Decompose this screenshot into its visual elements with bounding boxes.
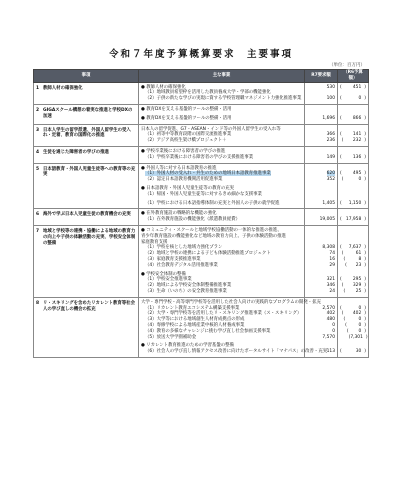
content-text: ● 教育DXを支える基盤的ツールの整備・活用 bbox=[141, 107, 232, 113]
category-number: 6 bbox=[36, 212, 40, 218]
content-cell bbox=[139, 209, 305, 226]
content-line bbox=[141, 289, 302, 295]
table-row bbox=[34, 226, 369, 298]
r7-value: 100 bbox=[326, 96, 335, 102]
r7-value: 74 bbox=[329, 251, 335, 257]
header-content: 主な事業 bbox=[139, 70, 305, 83]
table-row bbox=[34, 124, 369, 146]
content-text: ● 外国人等に対する日本語教育の推進 bbox=[141, 165, 217, 171]
r7-amount bbox=[307, 289, 335, 295]
content-text: ● 学校安全体制の整備 bbox=[141, 271, 186, 277]
content-text: ● コミュニティ・スクールと地域学校協働活動の一体的な推進の推進、 bbox=[141, 228, 282, 234]
category-wrap bbox=[36, 128, 136, 140]
content-text: （3）家庭教育支援推進事業 bbox=[145, 257, 201, 263]
r6-amount: ( 7,301 ) bbox=[340, 335, 366, 341]
category-label: 海外で学ぶ日本人児童生徒の教育機会の充実 bbox=[43, 212, 131, 218]
table-row bbox=[34, 147, 369, 164]
content-cell bbox=[139, 124, 305, 146]
category-cell bbox=[34, 105, 139, 125]
r6-amount: ( 30 ) bbox=[340, 349, 366, 355]
r7-value: 113 bbox=[326, 349, 335, 355]
category-cell bbox=[34, 124, 139, 146]
content-line bbox=[141, 138, 302, 144]
category-cell bbox=[34, 82, 139, 104]
content-text: （1）在外教育施設の機能強化（派遣教員経費） bbox=[145, 217, 240, 223]
content-cell bbox=[139, 105, 305, 125]
r7-value: 2,570 bbox=[322, 305, 335, 311]
r6-amount: ( 402 ) bbox=[340, 311, 366, 317]
category-cell bbox=[34, 297, 139, 357]
content-text: （1）地域教員希望枠を活用した教員養成大学・学部の機能強化 bbox=[145, 90, 271, 96]
content-line bbox=[141, 201, 302, 207]
category-cell bbox=[34, 226, 139, 298]
r7-value: 0 bbox=[332, 328, 335, 334]
r7-amount bbox=[307, 217, 335, 223]
r7-value: 8,308 bbox=[322, 245, 335, 251]
r7-value: 29 bbox=[329, 262, 335, 268]
category-wrap bbox=[36, 167, 136, 179]
content-text: （5）放送大学学園補助金 bbox=[145, 334, 197, 340]
content-text: （1）学校を核とした地域力強化プラン bbox=[145, 245, 223, 251]
r6-amount: ( 23 ) bbox=[340, 263, 366, 269]
r7-amount bbox=[307, 138, 335, 144]
content-cell bbox=[139, 147, 305, 164]
category-number: 3 bbox=[36, 127, 40, 133]
r7-value: 321 bbox=[326, 277, 335, 283]
r6-amount-cell bbox=[338, 226, 369, 298]
content-text: 大学・専門学校・高等専門学校等を活用した社会人向けの実践的なプログラムの開発・拡充 bbox=[141, 299, 321, 305]
r6-amount-cell bbox=[338, 124, 369, 146]
category-wrap bbox=[36, 86, 136, 92]
category-number: 5 bbox=[36, 166, 40, 172]
content-text: （2）地域による学校安全体制整備推進事業 bbox=[145, 283, 232, 289]
r6-amount: ( 495 ) bbox=[340, 171, 366, 177]
content-text: （2）子供の新たな学びの実現に資する学校管理職マネジメント力強化推進事業 bbox=[145, 96, 302, 102]
r6-amount: ( 295 ) bbox=[340, 277, 366, 283]
header-r7: R7要求額 bbox=[305, 70, 338, 83]
r7-value: 620 bbox=[326, 171, 335, 177]
unit-note: （単位：百万円） bbox=[329, 63, 365, 68]
category-wrap bbox=[36, 212, 136, 218]
r6-amount: ( 25 ) bbox=[340, 289, 366, 295]
r6-amount: ( 329 ) bbox=[340, 283, 366, 289]
category-label: 日本語教育・外国人児童生徒等への教育等の充実 bbox=[43, 166, 136, 178]
category-cell bbox=[34, 163, 139, 209]
r6-amount-cell bbox=[338, 82, 369, 104]
table-row bbox=[34, 105, 369, 125]
category-number: 1 bbox=[36, 85, 40, 91]
content-text: （1）学校安全推進事業 bbox=[145, 277, 192, 283]
content-text: ● リカレント教育推進のための学習基盤の整備 bbox=[141, 343, 234, 349]
r6-amount-cell bbox=[338, 209, 369, 226]
content-text: （2）アジア高校生架け橋プロジェクト＋ bbox=[145, 138, 227, 144]
category-label: GIGAスクール構想の着実な推進と学校DXの加速 bbox=[43, 108, 133, 119]
content-text: 家庭教育支援 bbox=[141, 239, 168, 245]
r7-amount-cell bbox=[305, 209, 338, 226]
r6-amount-cell bbox=[338, 163, 369, 209]
table-header-row bbox=[34, 70, 369, 83]
r6-amount: ( 451 ) bbox=[340, 85, 366, 91]
r7-value: 366 bbox=[326, 132, 335, 138]
r7-value: 1,405 bbox=[322, 200, 335, 206]
content-text: 日本人の留学促進、G7・ASEAN・インド等の外国人留学生の受入れ等 bbox=[141, 126, 281, 132]
r6-amount: ( 61 ) bbox=[340, 251, 366, 257]
r7-amount-cell bbox=[305, 82, 338, 104]
r7-amount-cell bbox=[305, 226, 338, 298]
content-text: （3）生命（いのち）の安全教育推進事業 bbox=[145, 289, 227, 295]
content-text: （1）学校における日本語指導体制の充実と外国人の子供の就学促進 bbox=[145, 200, 280, 206]
content-text: （1）学校卒業後における障害者の学びの支援推進事業 bbox=[145, 154, 254, 160]
r6-amount-cell bbox=[338, 105, 369, 125]
category-number: 7 bbox=[36, 229, 40, 235]
r6-amount: ( 1,150 ) bbox=[340, 201, 366, 207]
content-text: ● 教育DXを支える基盤的ツールの整備・活用 bbox=[141, 115, 232, 121]
content-text: ● 在外教育施設の戦略的な機能の強化 bbox=[141, 211, 217, 217]
r6-amount: ( 136 ) bbox=[340, 155, 366, 161]
category-number: 4 bbox=[36, 150, 40, 156]
r7-value: 24 bbox=[329, 289, 335, 295]
content-text: （4）教育の多様なチャレンジに挑む学び直し社会参画支援事業 bbox=[145, 328, 271, 334]
category-label: 生徒を通じた障害者の学びの推進 bbox=[43, 150, 109, 156]
r7-amount bbox=[307, 116, 335, 122]
r7-amount-cell bbox=[305, 163, 338, 209]
r6-amount: ( 7,637 ) bbox=[340, 245, 366, 251]
r6-amount: ( 0 ) bbox=[340, 96, 366, 102]
r7-amount-cell bbox=[305, 124, 338, 146]
r7-amount bbox=[307, 155, 335, 161]
category-wrap bbox=[36, 229, 136, 246]
r6-amount: ( 0 ) bbox=[340, 306, 366, 312]
content-cell bbox=[139, 82, 305, 104]
content-text: （1）リカレント教育エコシステム構築支援事業 bbox=[145, 305, 240, 311]
content-text: （3）大学等における地域創生人材育成拠点の形成 bbox=[145, 317, 245, 323]
category-wrap bbox=[36, 108, 136, 120]
r7-value: 149 bbox=[326, 154, 335, 160]
content-text: （1）帰国・外国人児童生徒等に対するきめ細かな支援事業 bbox=[145, 191, 262, 197]
table-row bbox=[34, 163, 369, 209]
category-label: 教師人材の確保強化 bbox=[43, 85, 83, 91]
content-text: （4）専修学校による地域産業中核的人材養成事業 bbox=[145, 323, 245, 329]
r6-amount: ( 0 ) bbox=[340, 323, 366, 329]
r7-value: 352 bbox=[326, 177, 335, 183]
document-title: 令和７年度予算概算要求 主要事項 bbox=[108, 49, 293, 60]
r7-value: 1,696 bbox=[322, 115, 335, 121]
content-text: ● 学校卒業後における障害者の学びの推進 bbox=[141, 149, 226, 155]
content-text: （4）社会教育デジタル活用推進事業 bbox=[145, 262, 218, 268]
r7-amount bbox=[307, 201, 335, 207]
content-text: ● 教師人材の確保強化 bbox=[141, 84, 186, 90]
r6-amount: ( 232 ) bbox=[340, 138, 366, 144]
header-category: 事項 bbox=[34, 70, 139, 83]
content-text: ● 日本語教育・外国人児童生徒等の教育の充実 bbox=[141, 186, 235, 192]
content-cell bbox=[139, 163, 305, 209]
r7-value: 480 bbox=[326, 317, 335, 323]
category-wrap bbox=[36, 150, 136, 156]
r7-value: 402 bbox=[326, 311, 335, 317]
category-label: 日本人学生の留学派遣、外国人留学生の受入れ・定着、教育の国際化の推進 bbox=[43, 127, 131, 139]
r6-amount-cell bbox=[338, 297, 369, 357]
table-row bbox=[34, 297, 369, 357]
r6-amount: ( 0 ) bbox=[340, 329, 366, 335]
header-r6: （R6予算額） bbox=[338, 70, 369, 83]
table-row bbox=[34, 82, 369, 104]
budget-table bbox=[33, 69, 369, 358]
category-number: 8 bbox=[36, 300, 40, 306]
content-text: （6）社会人の学び直し情報アクセス改善に向けたポータルサイト「マナパス」の改善・充実 bbox=[145, 349, 328, 355]
content-text: （1）外国人材の受入れ・共生のための地域日本語教育推進事業 bbox=[145, 171, 271, 177]
content-text: （1）初等中等教育段階の国際交流推進事業 bbox=[145, 132, 232, 138]
category-cell bbox=[34, 147, 139, 164]
content-text: （2）大学・専門学校等を活用したリ・スキリング推進事業（ス・スキリング） bbox=[145, 311, 302, 317]
content-cell bbox=[139, 226, 305, 298]
r7-value: 0 bbox=[332, 323, 335, 329]
r6-amount: ( 866 ) bbox=[340, 116, 366, 122]
r6-amount: ( 17,958 ) bbox=[340, 217, 366, 223]
content-line bbox=[141, 155, 302, 161]
table-body bbox=[34, 82, 369, 357]
category-label: 地域と学校等の連携・協働による地域の教育力の向上や子供の体験活動の充実、学校安全体制の整備 bbox=[43, 229, 136, 246]
r7-value: 19,005 bbox=[319, 217, 335, 223]
content-text: （2）認定日本語教育機関活用促進事業 bbox=[145, 177, 223, 183]
r7-value: 346 bbox=[326, 283, 335, 289]
r7-value: 16 bbox=[329, 257, 335, 263]
r6-amount: ( 141 ) bbox=[340, 132, 366, 138]
content-line bbox=[141, 349, 328, 355]
r6-amount: ( 0 ) bbox=[340, 177, 366, 183]
r6-amount-cell bbox=[338, 147, 369, 164]
r7-value: 7,570 bbox=[322, 334, 335, 340]
table-row bbox=[34, 209, 369, 226]
content-text: 青少年教育施設の機能強化など地域の教育力向上、子供の体験活動の推進 bbox=[141, 233, 286, 239]
category-wrap bbox=[36, 301, 136, 313]
r7-amount-cell bbox=[305, 105, 338, 125]
category-label: リ・スキリングを含めたリカレント教育等社会人の学び直しの機会の拡充 bbox=[43, 300, 135, 312]
r6-amount: ( 0 ) bbox=[340, 317, 366, 323]
category-number: 2 bbox=[36, 108, 40, 114]
r6-amount: ( 8 ) bbox=[340, 257, 366, 263]
content-text: （2）地域と学校の連携による子ども体験活動推進プロジェクト bbox=[145, 251, 271, 257]
content-cell bbox=[139, 297, 328, 357]
r7-amount bbox=[307, 96, 335, 102]
r7-amount-cell bbox=[305, 147, 338, 164]
content-line bbox=[141, 96, 302, 102]
r7-value: 530 bbox=[326, 84, 335, 90]
content-line bbox=[141, 217, 302, 223]
content-line bbox=[141, 116, 302, 122]
r7-value: 236 bbox=[326, 138, 335, 144]
category-cell bbox=[34, 209, 139, 226]
